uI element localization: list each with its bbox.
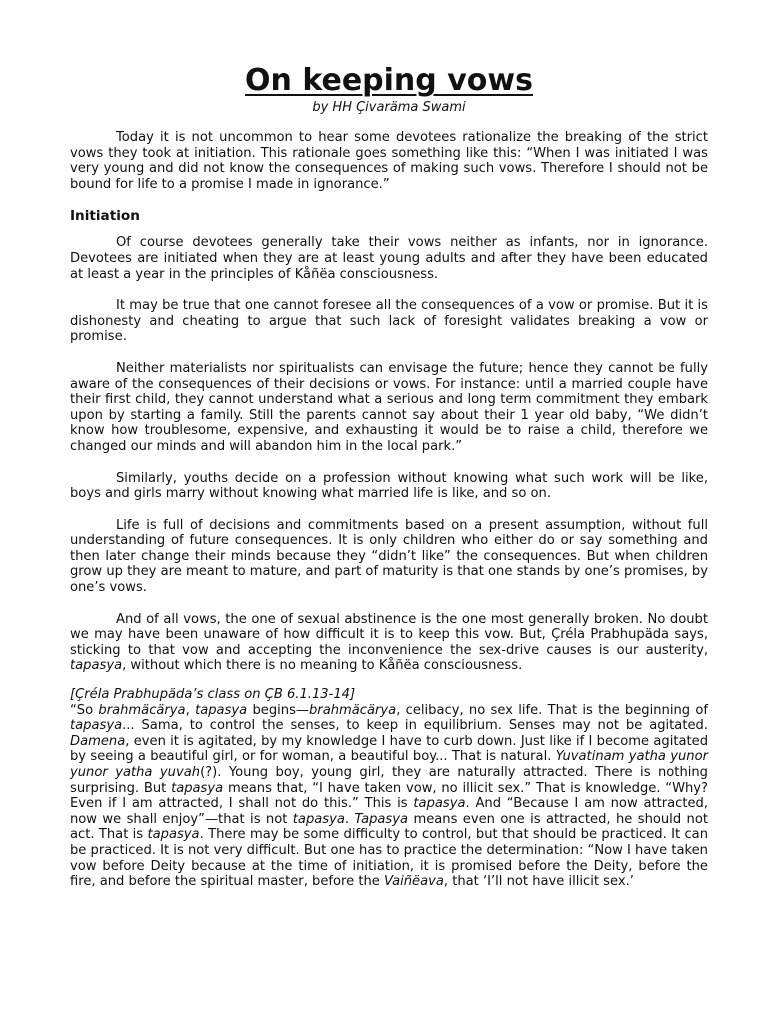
quote-italic-term: tapasya: [413, 796, 466, 812]
abstinence-paragraph: [70, 612, 708, 674]
paragraph: Similarly, youths decide on a profession without knowing what such work will be like, boys and girls marry without knowing what married life is like, and so on.: [70, 470, 708, 502]
quote-citation: [Çréla Prabhupäda’s class on ÇB 6.1.13-14]: [70, 687, 356, 703]
abstinence-text-before: And of all vows, the one of sexual abstinence is the one most generally broken. No doubt we may have been unaware of how difficult it is to keep this vow. But, Çréla Prabhupäda says, sticking to that vow and accepting the inconvenience the sex-drive causes is our austerity,: [70, 611, 708, 658]
intro-paragraph: Today it is not uncommon to hear some devotees rationalize the breaking of the strict vows they took at initiation. This rationale goes something like this: “When I was initiated I was very young and did not know the consequences of making such vows. Therefore I should not be bound for life to a promise I made in ignorance.”: [70, 130, 708, 192]
quote-italic-term: Yuvatinam yatha yunor yunor yatha yuvah: [70, 749, 708, 780]
quote-text: “So: [70, 702, 99, 718]
quote-text: begins—: [247, 702, 309, 718]
quote-paragraph: [70, 703, 708, 890]
quote-text: ... Sama, to control the senses, to keep in equilibrium. Senses may not be agitated.: [122, 718, 708, 734]
quote-text: .: [344, 811, 355, 827]
paragraph: It may be true that one cannot foresee all the consequences of a vow or promise. But it is dishonesty and cheating to argue that such lack of foresight validates breaking a vow or promise.: [70, 298, 708, 345]
quote-italic-term: tapasya: [171, 780, 224, 796]
quote-italic-term: Vaiñëava: [383, 874, 444, 890]
paragraph: Of course devotees generally take their vows neither as infants, nor in ignorance. Devotees are initiated when they are at least young adults and after they have been educated at least a year in the principles of Kåñëa consciousness.: [70, 235, 708, 282]
abstinence-text-after: , without which there is no meaning to Kåñëa consciousness.: [122, 658, 523, 674]
quote-text: means even one is attracted, he should not act. That is: [70, 811, 708, 843]
quote-text: , even it is agitated, by my knowledge I have to curb down. Just like if I become agitated by seeing a beautiful girl, or for woman, a beautiful boy... That is natural.: [70, 733, 708, 765]
quote-italic-term: tapasya: [292, 811, 345, 827]
quote-italic-term: tapasya: [147, 827, 200, 843]
section-heading: Initiation: [70, 208, 140, 225]
quote-italic-term: brahmäcärya: [309, 702, 397, 718]
quote-text: ,: [185, 702, 196, 718]
quote-text: . And “Because I am now attracted, now we shall enjoy”—that is not: [70, 796, 709, 827]
quote-text: , that ‘I’ll not have illicit sex.’: [443, 874, 634, 890]
abstinence-term: tapasya: [70, 658, 123, 674]
quote-italic-term: brahmäcärya: [98, 702, 186, 718]
paragraph: Neither materialists nor spiritualists can envisage the future; hence they cannot be fully aware of the consequences of their decisions or vows. For instance: until a married couple have their first child, they cannot understand what a serious and long term commitment they embark upon by starting a family. Still the parents cannot say about their 1 year old baby, “We didn’t know how troublesome, expensive, and exhausting it would be to raise a child, therefore we changed our minds and will abandon him in the local park.”: [70, 360, 708, 454]
quote-italic-term: tapasya: [70, 718, 123, 734]
author-byline: by HH Çivaräma Swami: [312, 100, 466, 115]
document-title: On keeping vows: [245, 63, 533, 98]
quote-text: , celibacy, no sex life. That is the beginning of: [396, 702, 708, 718]
quote-text: means that, “I have taken vow, no illicit sex.” That is knowledge. “Why? Even if I am attracted, I shall not do this.” This is: [70, 780, 709, 812]
quote-text: . There may be some difficulty to control, but that should be practiced. It can be practiced. It is not very difficult. But one has to practice the determination: “Now I have taken vow before Deity because at the time of initiation, it is promised before the Deity, before the fire, and before the spiritual master, before the: [70, 827, 709, 890]
quote-italic-term: tapasya: [195, 702, 248, 718]
quote-italic-term: Tapasya: [354, 811, 409, 827]
paragraph: Life is full of decisions and commitments based on a present assumption, without full understanding of future consequences. It is only children who either do or say something and then later change their minds because they “didn’t like” the consequences. But when children grow up they are meant to mature, and part of maturity is that one stands by one’s promises, by one’s vows.: [70, 517, 708, 596]
quote-text: (?). Young boy, young girl, they are naturally attracted. There is nothing surprising. But: [70, 765, 708, 796]
quote-italic-term: Damena: [70, 733, 126, 749]
